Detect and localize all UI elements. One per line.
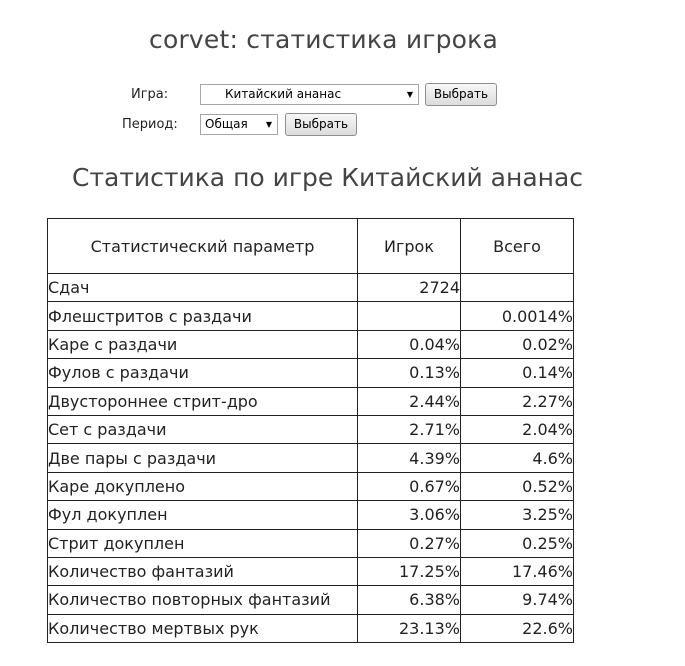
- page-title: corvet: статистика игрока: [149, 25, 498, 54]
- cell-param: Стрит докуплен: [48, 529, 358, 557]
- period-select[interactable]: [200, 114, 278, 135]
- period-submit-button[interactable]: Выбрать: [285, 113, 357, 136]
- table-row: [48, 501, 574, 529]
- cell-total: 2.27%: [461, 387, 574, 415]
- cell-param: Флешстритов с раздачи: [48, 302, 358, 330]
- table-row: [48, 472, 574, 500]
- cell-player: 6.38%: [358, 586, 461, 614]
- table-row: [48, 330, 574, 358]
- cell-total: 3.25%: [461, 501, 574, 529]
- header-param: Статистический параметр: [48, 219, 358, 274]
- cell-total: 0.0014%: [461, 302, 574, 330]
- header-player: Игрок: [358, 219, 461, 274]
- cell-param: Количество фантазий: [48, 557, 358, 585]
- table-row: [48, 529, 574, 557]
- cell-player: 23.13%: [358, 614, 461, 642]
- cell-param: Сет с раздачи: [48, 415, 358, 443]
- table-row: [48, 444, 574, 472]
- game-label: Игра:: [131, 87, 169, 102]
- cell-total: 22.6%: [461, 614, 574, 642]
- cell-total: 17.46%: [461, 557, 574, 585]
- table-row: [48, 302, 574, 330]
- table-row: [48, 387, 574, 415]
- cell-player: 0.67%: [358, 472, 461, 500]
- table-row: [48, 415, 574, 443]
- chevron-down-icon: ▼: [406, 90, 413, 99]
- cell-total: 0.25%: [461, 529, 574, 557]
- cell-player: 17.25%: [358, 557, 461, 585]
- cell-total: 0.52%: [461, 472, 574, 500]
- table-row: [48, 557, 574, 585]
- header-total: Всего: [461, 219, 574, 274]
- cell-total: 4.6%: [461, 444, 574, 472]
- cell-player: 0.13%: [358, 359, 461, 387]
- cell-param: Сдач: [48, 274, 358, 302]
- cell-param: Количество повторных фантазий: [48, 586, 358, 614]
- cell-param: Каре с раздачи: [48, 330, 358, 358]
- stats-table: [47, 218, 574, 643]
- table-row: [48, 274, 574, 302]
- cell-total: 9.74%: [461, 586, 574, 614]
- cell-total: 0.02%: [461, 330, 574, 358]
- table-row: [48, 586, 574, 614]
- cell-player: 4.39%: [358, 444, 461, 472]
- period-label: Период:: [122, 117, 178, 132]
- table-header-row: [48, 219, 574, 274]
- cell-param: Фул докуплен: [48, 501, 358, 529]
- section-title: Статистика по игре Китайский ананас: [72, 163, 584, 192]
- cell-param: Фулов с раздачи: [48, 359, 358, 387]
- cell-param: Двустороннее стрит-дро: [48, 387, 358, 415]
- table-row: [48, 359, 574, 387]
- game-submit-button[interactable]: Выбрать: [425, 83, 497, 106]
- cell-player: 3.06%: [358, 501, 461, 529]
- cell-player: 2.44%: [358, 387, 461, 415]
- cell-total: 2.04%: [461, 415, 574, 443]
- cell-total: 0.14%: [461, 359, 574, 387]
- cell-player: 0.27%: [358, 529, 461, 557]
- chevron-down-icon: ▼: [265, 120, 272, 129]
- cell-param: Количество мертвых рук: [48, 614, 358, 642]
- table-row: [48, 614, 574, 642]
- cell-param: Две пары с раздачи: [48, 444, 358, 472]
- game-select-value: Китайский ананас: [225, 87, 342, 101]
- cell-param: Каре докуплено: [48, 472, 358, 500]
- cell-total: [461, 274, 574, 302]
- period-select-value: Общая: [205, 117, 248, 131]
- cell-player: 2724: [358, 274, 461, 302]
- game-select[interactable]: [200, 84, 419, 105]
- cell-player: [358, 302, 461, 330]
- cell-player: 2.71%: [358, 415, 461, 443]
- cell-player: 0.04%: [358, 330, 461, 358]
